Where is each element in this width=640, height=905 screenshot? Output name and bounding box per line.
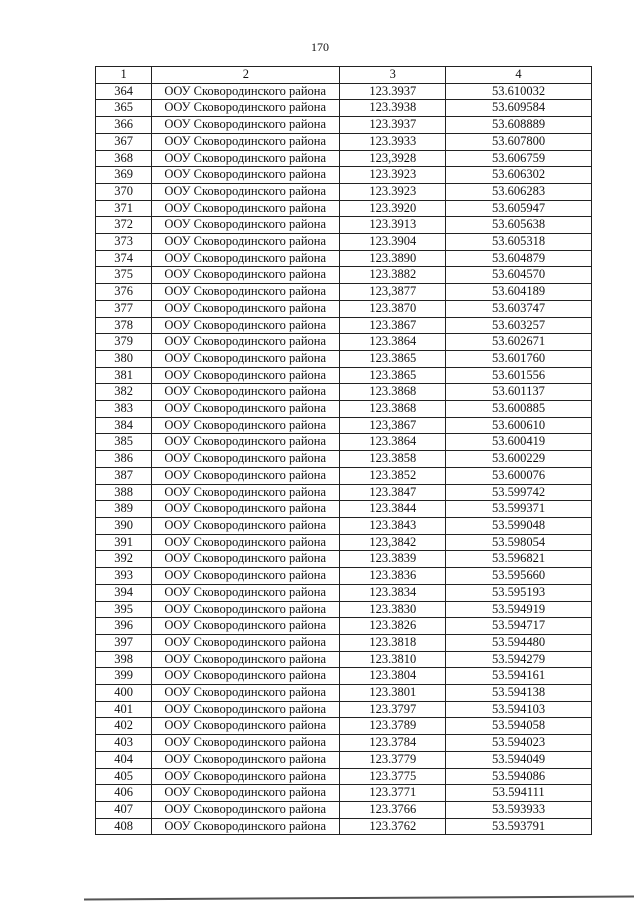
row-name-cell: ООУ Сковородинского района — [152, 501, 340, 518]
table-row — [96, 417, 592, 434]
row-name-cell: ООУ Сковородинского района — [152, 150, 340, 167]
table-row — [96, 601, 592, 618]
row-latitude-cell: 53.604570 — [446, 267, 592, 284]
row-longitude-cell: 123.3804 — [340, 668, 446, 685]
row-longitude-cell: 123.3913 — [340, 217, 446, 234]
table-row — [96, 434, 592, 451]
table-row — [96, 534, 592, 551]
row-longitude-cell: 123.3938 — [340, 100, 446, 117]
row-longitude-cell: 123.3864 — [340, 334, 446, 351]
table-row — [96, 401, 592, 418]
table-row — [96, 217, 592, 234]
row-latitude-cell: 53.594279 — [446, 651, 592, 668]
row-name-cell: ООУ Сковородинского района — [152, 568, 340, 585]
row-latitude-cell: 53.593791 — [446, 818, 592, 835]
row-latitude-cell: 53.600610 — [446, 417, 592, 434]
row-name-cell: ООУ Сковородинского района — [152, 317, 340, 334]
table-row — [96, 384, 592, 401]
row-name-cell: ООУ Сковородинского района — [152, 300, 340, 317]
row-longitude-cell: 123.3868 — [340, 384, 446, 401]
row-longitude-cell: 123.3826 — [340, 618, 446, 635]
row-number-cell: 408 — [96, 818, 152, 835]
row-number-cell: 388 — [96, 484, 152, 501]
row-latitude-cell: 53.606283 — [446, 183, 592, 200]
coordinates-table — [95, 66, 592, 835]
row-number-cell: 399 — [96, 668, 152, 685]
row-name-cell: ООУ Сковородинского района — [152, 367, 340, 384]
row-name-cell: ООУ Сковородинского района — [152, 467, 340, 484]
table-row — [96, 234, 592, 251]
row-name-cell: ООУ Сковородинского района — [152, 234, 340, 251]
row-latitude-cell: 53.603257 — [446, 317, 592, 334]
row-longitude-cell: 123.3852 — [340, 467, 446, 484]
row-name-cell: ООУ Сковородинского района — [152, 735, 340, 752]
row-name-cell: ООУ Сковородинского района — [152, 751, 340, 768]
row-latitude-cell: 53.604879 — [446, 250, 592, 267]
table-body — [96, 83, 592, 835]
row-name-cell: ООУ Сковородинского района — [152, 434, 340, 451]
row-name-cell: ООУ Сковородинского района — [152, 451, 340, 468]
row-name-cell: ООУ Сковородинского района — [152, 401, 340, 418]
row-longitude-cell: 123.3834 — [340, 584, 446, 601]
row-latitude-cell: 53.594049 — [446, 751, 592, 768]
row-longitude-cell: 123,3928 — [340, 150, 446, 167]
column-header-longitude: 3 — [340, 67, 446, 84]
row-longitude-cell: 123.3933 — [340, 133, 446, 150]
column-header-name: 2 — [152, 67, 340, 84]
row-name-cell: ООУ Сковородинского района — [152, 601, 340, 618]
row-number-cell: 397 — [96, 634, 152, 651]
table-row — [96, 501, 592, 518]
row-longitude-cell: 123.3920 — [340, 200, 446, 217]
row-longitude-cell: 123.3904 — [340, 234, 446, 251]
row-number-cell: 375 — [96, 267, 152, 284]
column-header-latitude: 4 — [446, 67, 592, 84]
row-latitude-cell: 53.595660 — [446, 568, 592, 585]
row-name-cell: ООУ Сковородинского района — [152, 267, 340, 284]
table-row — [96, 651, 592, 668]
row-latitude-cell: 53.600229 — [446, 451, 592, 468]
row-number-cell: 367 — [96, 133, 152, 150]
row-longitude-cell: 123.3867 — [340, 317, 446, 334]
row-number-cell: 365 — [96, 100, 152, 117]
row-latitude-cell: 53.605638 — [446, 217, 592, 234]
row-latitude-cell: 53.606302 — [446, 167, 592, 184]
row-name-cell: ООУ Сковородинского района — [152, 551, 340, 568]
row-longitude-cell: 123.3771 — [340, 785, 446, 802]
row-longitude-cell: 123.3923 — [340, 167, 446, 184]
row-longitude-cell: 123,3877 — [340, 284, 446, 301]
row-number-cell: 398 — [96, 651, 152, 668]
row-number-cell: 406 — [96, 785, 152, 802]
row-longitude-cell: 123.3890 — [340, 250, 446, 267]
row-latitude-cell: 53.605318 — [446, 234, 592, 251]
table-row — [96, 668, 592, 685]
table-row — [96, 735, 592, 752]
row-latitude-cell: 53.594111 — [446, 785, 592, 802]
row-longitude-cell: 123.3830 — [340, 601, 446, 618]
table-row — [96, 768, 592, 785]
row-longitude-cell: 123.3789 — [340, 718, 446, 735]
column-header-number: 1 — [96, 67, 152, 84]
row-name-cell: ООУ Сковородинского района — [152, 384, 340, 401]
row-name-cell: ООУ Сковородинского района — [152, 484, 340, 501]
row-number-cell: 396 — [96, 618, 152, 635]
row-latitude-cell: 53.594023 — [446, 735, 592, 752]
table-row — [96, 267, 592, 284]
row-latitude-cell: 53.598054 — [446, 534, 592, 551]
row-latitude-cell: 53.594717 — [446, 618, 592, 635]
table-row — [96, 117, 592, 134]
row-name-cell: ООУ Сковородинского района — [152, 350, 340, 367]
row-number-cell: 371 — [96, 200, 152, 217]
row-longitude-cell: 123.3847 — [340, 484, 446, 501]
row-number-cell: 400 — [96, 685, 152, 702]
table-row — [96, 801, 592, 818]
row-longitude-cell: 123.3839 — [340, 551, 446, 568]
row-number-cell: 376 — [96, 284, 152, 301]
row-number-cell: 369 — [96, 167, 152, 184]
row-number-cell: 385 — [96, 434, 152, 451]
row-longitude-cell: 123.3818 — [340, 634, 446, 651]
row-number-cell: 372 — [96, 217, 152, 234]
row-number-cell: 383 — [96, 401, 152, 418]
row-longitude-cell: 123.3844 — [340, 501, 446, 518]
row-latitude-cell: 53.594058 — [446, 718, 592, 735]
row-number-cell: 393 — [96, 568, 152, 585]
table-row — [96, 167, 592, 184]
table-row — [96, 618, 592, 635]
row-name-cell: ООУ Сковородинского района — [152, 818, 340, 835]
row-name-cell: ООУ Сковородинского района — [152, 83, 340, 100]
row-longitude-cell: 123.3779 — [340, 751, 446, 768]
row-name-cell: ООУ Сковородинского района — [152, 334, 340, 351]
row-name-cell: ООУ Сковородинского района — [152, 534, 340, 551]
row-longitude-cell: 123.3923 — [340, 183, 446, 200]
row-longitude-cell: 123.3801 — [340, 685, 446, 702]
row-latitude-cell: 53.602671 — [446, 334, 592, 351]
row-name-cell: ООУ Сковородинского района — [152, 200, 340, 217]
table-row — [96, 484, 592, 501]
table-row — [96, 250, 592, 267]
table-row — [96, 701, 592, 718]
row-number-cell: 380 — [96, 350, 152, 367]
row-number-cell: 378 — [96, 317, 152, 334]
row-longitude-cell: 123.3882 — [340, 267, 446, 284]
table-row — [96, 551, 592, 568]
row-number-cell: 374 — [96, 250, 152, 267]
row-name-cell: ООУ Сковородинского района — [152, 618, 340, 635]
row-number-cell: 403 — [96, 735, 152, 752]
row-latitude-cell: 53.604189 — [446, 284, 592, 301]
row-latitude-cell: 53.601760 — [446, 350, 592, 367]
row-number-cell: 381 — [96, 367, 152, 384]
table-row — [96, 300, 592, 317]
row-name-cell: ООУ Сковородинского района — [152, 668, 340, 685]
row-longitude-cell: 123.3868 — [340, 401, 446, 418]
row-latitude-cell: 53.594086 — [446, 768, 592, 785]
row-number-cell: 368 — [96, 150, 152, 167]
row-number-cell: 386 — [96, 451, 152, 468]
row-number-cell: 405 — [96, 768, 152, 785]
row-name-cell: ООУ Сковородинского района — [152, 685, 340, 702]
row-latitude-cell: 53.600076 — [446, 467, 592, 484]
row-number-cell: 401 — [96, 701, 152, 718]
table-row — [96, 451, 592, 468]
table-row — [96, 584, 592, 601]
row-latitude-cell: 53.594480 — [446, 634, 592, 651]
row-latitude-cell: 53.594103 — [446, 701, 592, 718]
row-latitude-cell: 53.593933 — [446, 801, 592, 818]
row-name-cell: ООУ Сковородинского района — [152, 718, 340, 735]
table-row — [96, 517, 592, 534]
row-longitude-cell: 123.3865 — [340, 367, 446, 384]
row-name-cell: ООУ Сковородинского района — [152, 651, 340, 668]
table-row — [96, 150, 592, 167]
table-row — [96, 200, 592, 217]
row-name-cell: ООУ Сковородинского района — [152, 417, 340, 434]
table-row — [96, 568, 592, 585]
row-name-cell: ООУ Сковородинского района — [152, 785, 340, 802]
row-latitude-cell: 53.599742 — [446, 484, 592, 501]
row-name-cell: ООУ Сковородинского района — [152, 167, 340, 184]
row-latitude-cell: 53.601137 — [446, 384, 592, 401]
row-longitude-cell: 123.3810 — [340, 651, 446, 668]
table-row — [96, 284, 592, 301]
row-name-cell: ООУ Сковородинского района — [152, 100, 340, 117]
row-latitude-cell: 53.610032 — [446, 83, 592, 100]
table-row — [96, 818, 592, 835]
row-longitude-cell: 123.3858 — [340, 451, 446, 468]
row-longitude-cell: 123.3797 — [340, 701, 446, 718]
row-number-cell: 379 — [96, 334, 152, 351]
row-name-cell: ООУ Сковородинского района — [152, 701, 340, 718]
row-number-cell: 366 — [96, 117, 152, 134]
row-latitude-cell: 53.609584 — [446, 100, 592, 117]
row-number-cell: 370 — [96, 183, 152, 200]
row-latitude-cell: 53.600419 — [446, 434, 592, 451]
row-latitude-cell: 53.603747 — [446, 300, 592, 317]
row-latitude-cell: 53.595193 — [446, 584, 592, 601]
row-number-cell: 390 — [96, 517, 152, 534]
row-number-cell: 377 — [96, 300, 152, 317]
row-latitude-cell: 53.601556 — [446, 367, 592, 384]
row-latitude-cell: 53.594138 — [446, 685, 592, 702]
row-number-cell: 373 — [96, 234, 152, 251]
table-header-row — [96, 67, 592, 84]
row-number-cell: 394 — [96, 584, 152, 601]
row-number-cell: 364 — [96, 83, 152, 100]
row-longitude-cell: 123,3842 — [340, 534, 446, 551]
row-name-cell: ООУ Сковородинского района — [152, 133, 340, 150]
row-name-cell: ООУ Сковородинского района — [152, 250, 340, 267]
row-longitude-cell: 123.3937 — [340, 117, 446, 134]
row-longitude-cell: 123.3775 — [340, 768, 446, 785]
row-name-cell: ООУ Сковородинского района — [152, 634, 340, 651]
row-latitude-cell: 53.607800 — [446, 133, 592, 150]
row-name-cell: ООУ Сковородинского района — [152, 183, 340, 200]
table-row — [96, 100, 592, 117]
row-latitude-cell: 53.605947 — [446, 200, 592, 217]
table-row — [96, 718, 592, 735]
table-row — [96, 785, 592, 802]
row-longitude-cell: 123.3865 — [340, 350, 446, 367]
row-longitude-cell: 123,3867 — [340, 417, 446, 434]
table-row — [96, 183, 592, 200]
row-name-cell: ООУ Сковородинского района — [152, 284, 340, 301]
row-longitude-cell: 123.3784 — [340, 735, 446, 752]
row-longitude-cell: 123.3864 — [340, 434, 446, 451]
table-row — [96, 467, 592, 484]
row-number-cell: 404 — [96, 751, 152, 768]
row-number-cell: 395 — [96, 601, 152, 618]
row-number-cell: 391 — [96, 534, 152, 551]
row-longitude-cell: 123.3766 — [340, 801, 446, 818]
row-name-cell: ООУ Сковородинского района — [152, 117, 340, 134]
row-number-cell: 389 — [96, 501, 152, 518]
row-name-cell: ООУ Сковородинского района — [152, 801, 340, 818]
table-row — [96, 334, 592, 351]
row-name-cell: ООУ Сковородинского района — [152, 517, 340, 534]
table-row — [96, 367, 592, 384]
table-row — [96, 751, 592, 768]
row-latitude-cell: 53.596821 — [446, 551, 592, 568]
row-number-cell: 407 — [96, 801, 152, 818]
table-row — [96, 685, 592, 702]
row-latitude-cell: 53.599371 — [446, 501, 592, 518]
row-name-cell: ООУ Сковородинского района — [152, 584, 340, 601]
row-name-cell: ООУ Сковородинского района — [152, 768, 340, 785]
row-longitude-cell: 123.3836 — [340, 568, 446, 585]
row-latitude-cell: 53.594919 — [446, 601, 592, 618]
row-number-cell: 392 — [96, 551, 152, 568]
row-latitude-cell: 53.600885 — [446, 401, 592, 418]
table-row — [96, 634, 592, 651]
row-latitude-cell: 53.606759 — [446, 150, 592, 167]
row-number-cell: 384 — [96, 417, 152, 434]
table-row — [96, 83, 592, 100]
row-latitude-cell: 53.599048 — [446, 517, 592, 534]
row-latitude-cell: 53.594161 — [446, 668, 592, 685]
table-row — [96, 317, 592, 334]
row-number-cell: 387 — [96, 467, 152, 484]
bottom-edge-line — [84, 896, 634, 901]
row-name-cell: ООУ Сковородинского района — [152, 217, 340, 234]
table-row — [96, 350, 592, 367]
page-number: 170 — [311, 40, 329, 54]
row-longitude-cell: 123.3937 — [340, 83, 446, 100]
table-row — [96, 133, 592, 150]
row-number-cell: 402 — [96, 718, 152, 735]
row-longitude-cell: 123.3870 — [340, 300, 446, 317]
row-number-cell: 382 — [96, 384, 152, 401]
row-longitude-cell: 123.3843 — [340, 517, 446, 534]
row-latitude-cell: 53.608889 — [446, 117, 592, 134]
row-longitude-cell: 123.3762 — [340, 818, 446, 835]
